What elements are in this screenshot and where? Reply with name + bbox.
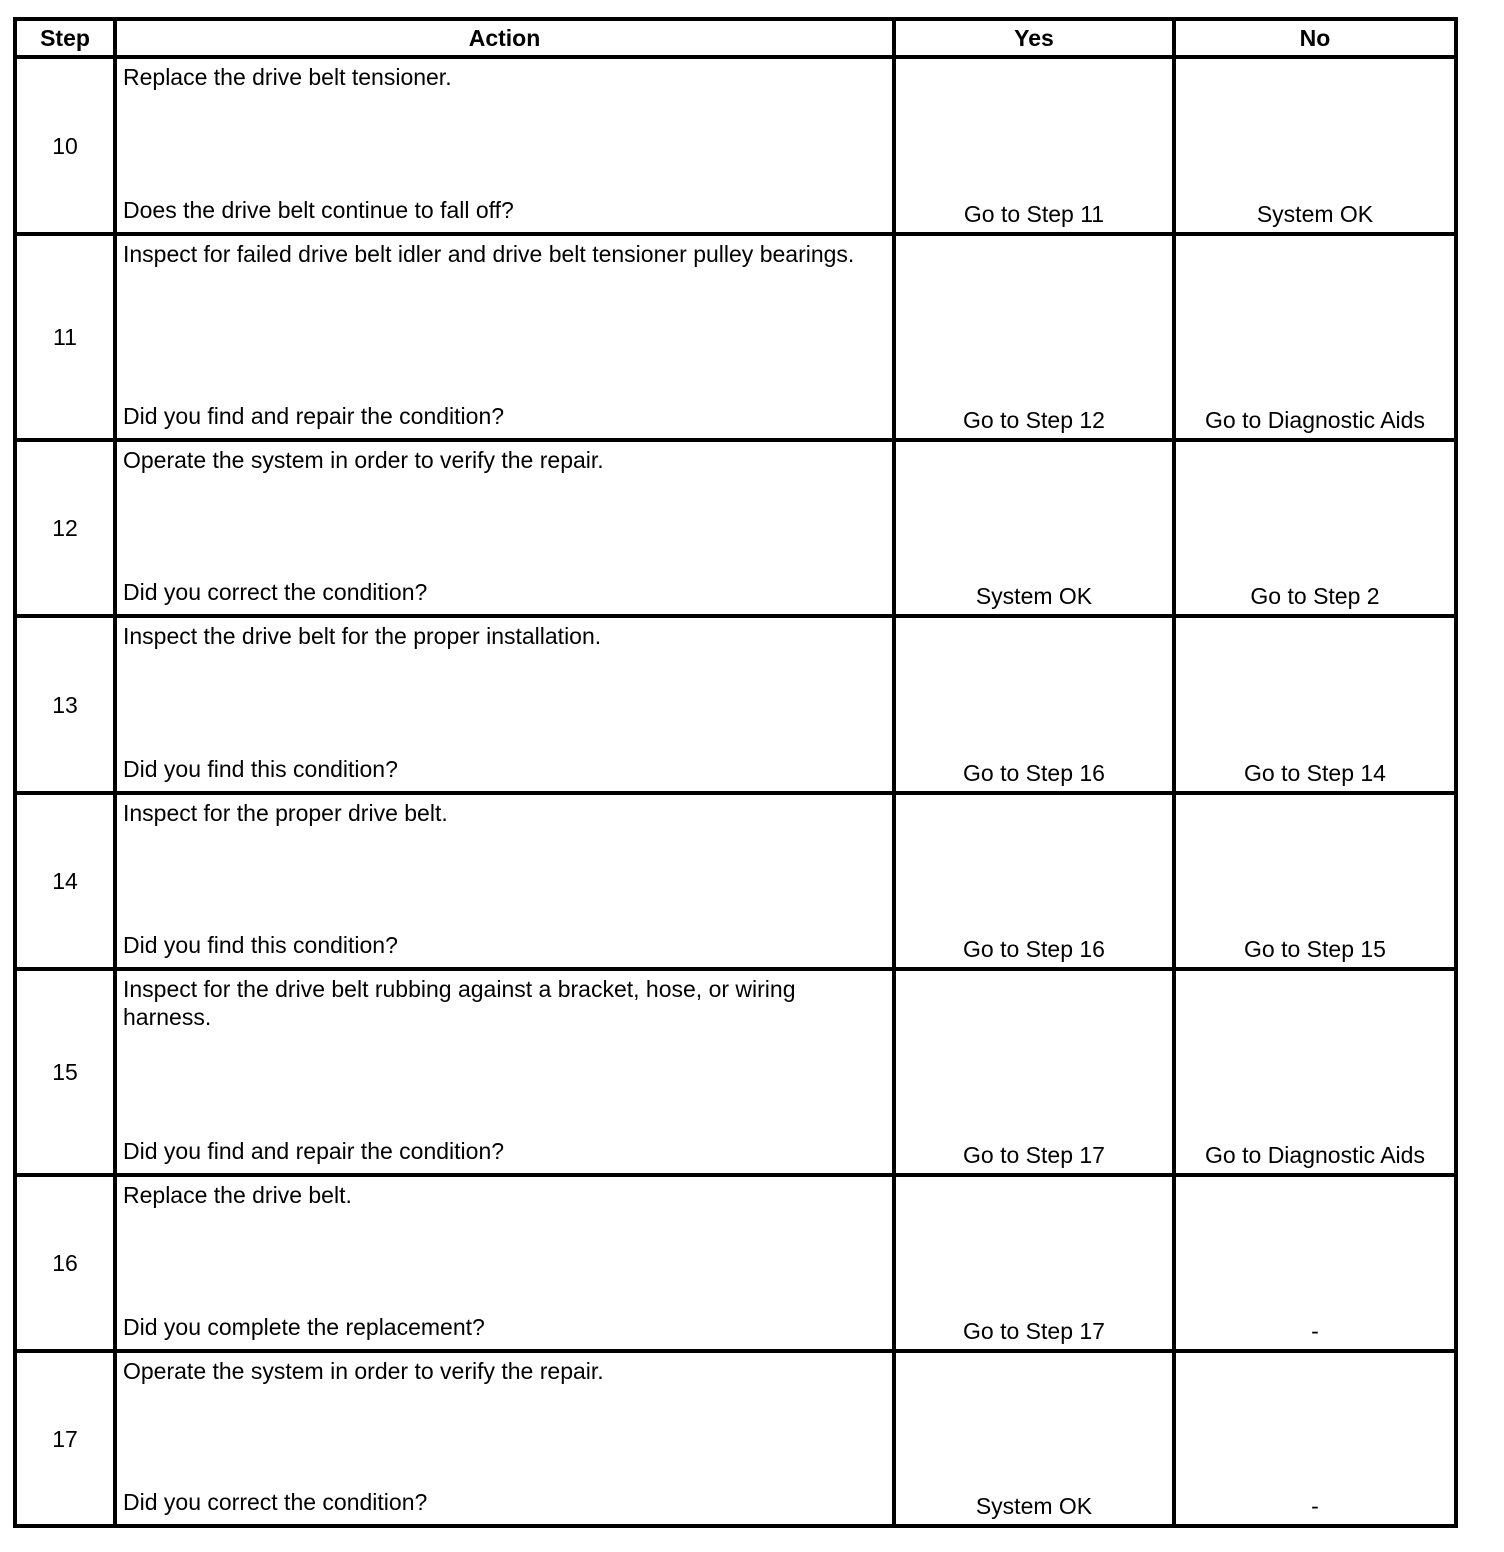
header-action: Action: [115, 19, 894, 57]
header-step: Step: [15, 19, 115, 57]
action-text: Inspect for the proper drive belt.: [123, 800, 448, 826]
diagnostic-table: [13, 17, 1458, 1528]
action-cell: [115, 1351, 894, 1526]
action-question: Did you find and repair the condition?: [123, 1138, 505, 1164]
action-cell: [115, 616, 894, 793]
yes-result: System OK: [894, 440, 1174, 616]
table-row: [15, 969, 1456, 1175]
no-result: Go to Step 14: [1174, 616, 1456, 793]
action-question: Did you correct the condition?: [123, 579, 428, 605]
table-row: [15, 793, 1456, 969]
no-result: Go to Diagnostic Aids: [1174, 969, 1456, 1175]
action-cell: [115, 969, 894, 1175]
yes-result: Go to Step 16: [894, 793, 1174, 969]
table-row: [15, 1351, 1456, 1526]
action-text: Operate the system in order to verify the repair.: [123, 1358, 604, 1384]
table-row: [15, 616, 1456, 793]
no-result: Go to Step 2: [1174, 440, 1456, 616]
action-cell: [115, 57, 894, 234]
header-row: [15, 19, 1456, 57]
action-text: Inspect for failed drive belt idler and drive belt tensioner pulley bearings.: [123, 241, 855, 267]
action-question: Did you complete the replacement?: [123, 1314, 485, 1340]
header-no: No: [1174, 19, 1456, 57]
action-question: Does the drive belt continue to fall off?: [123, 197, 514, 223]
table-row: [15, 1175, 1456, 1351]
action-text: Replace the drive belt tensioner.: [123, 64, 452, 90]
no-result: Go to Diagnostic Aids: [1174, 234, 1456, 440]
step-number: 17: [15, 1351, 115, 1526]
action-cell: [115, 234, 894, 440]
yes-result: Go to Step 12: [894, 234, 1174, 440]
action-question: Did you find and repair the condition?: [123, 403, 505, 429]
action-text: Inspect the drive belt for the proper installation.: [123, 623, 602, 649]
action-text: Inspect for the drive belt rubbing against a bracket, hose, or wiring harness.: [123, 976, 796, 1030]
step-number: 13: [15, 616, 115, 793]
yes-result: Go to Step 17: [894, 1175, 1174, 1351]
yes-result: Go to Step 16: [894, 616, 1174, 793]
step-number: 14: [15, 793, 115, 969]
action-cell: [115, 793, 894, 969]
yes-result: Go to Step 17: [894, 969, 1174, 1175]
step-number: 15: [15, 969, 115, 1175]
step-number: 10: [15, 57, 115, 234]
step-number: 16: [15, 1175, 115, 1351]
header-yes: Yes: [894, 19, 1174, 57]
no-result: -: [1174, 1175, 1456, 1351]
action-cell: [115, 1175, 894, 1351]
step-number: 11: [15, 234, 115, 440]
table-row: [15, 57, 1456, 234]
action-cell: [115, 440, 894, 616]
no-result: -: [1174, 1351, 1456, 1526]
action-text: Operate the system in order to verify the repair.: [123, 447, 604, 473]
yes-result: Go to Step 11: [894, 57, 1174, 234]
action-question: Did you correct the condition?: [123, 1489, 428, 1515]
step-number: 12: [15, 440, 115, 616]
yes-result: System OK: [894, 1351, 1174, 1526]
action-question: Did you find this condition?: [123, 756, 398, 782]
no-result: System OK: [1174, 57, 1456, 234]
action-question: Did you find this condition?: [123, 932, 398, 958]
table-row: [15, 440, 1456, 616]
no-result: Go to Step 15: [1174, 793, 1456, 969]
table-row: [15, 234, 1456, 440]
action-text: Replace the drive belt.: [123, 1182, 352, 1208]
